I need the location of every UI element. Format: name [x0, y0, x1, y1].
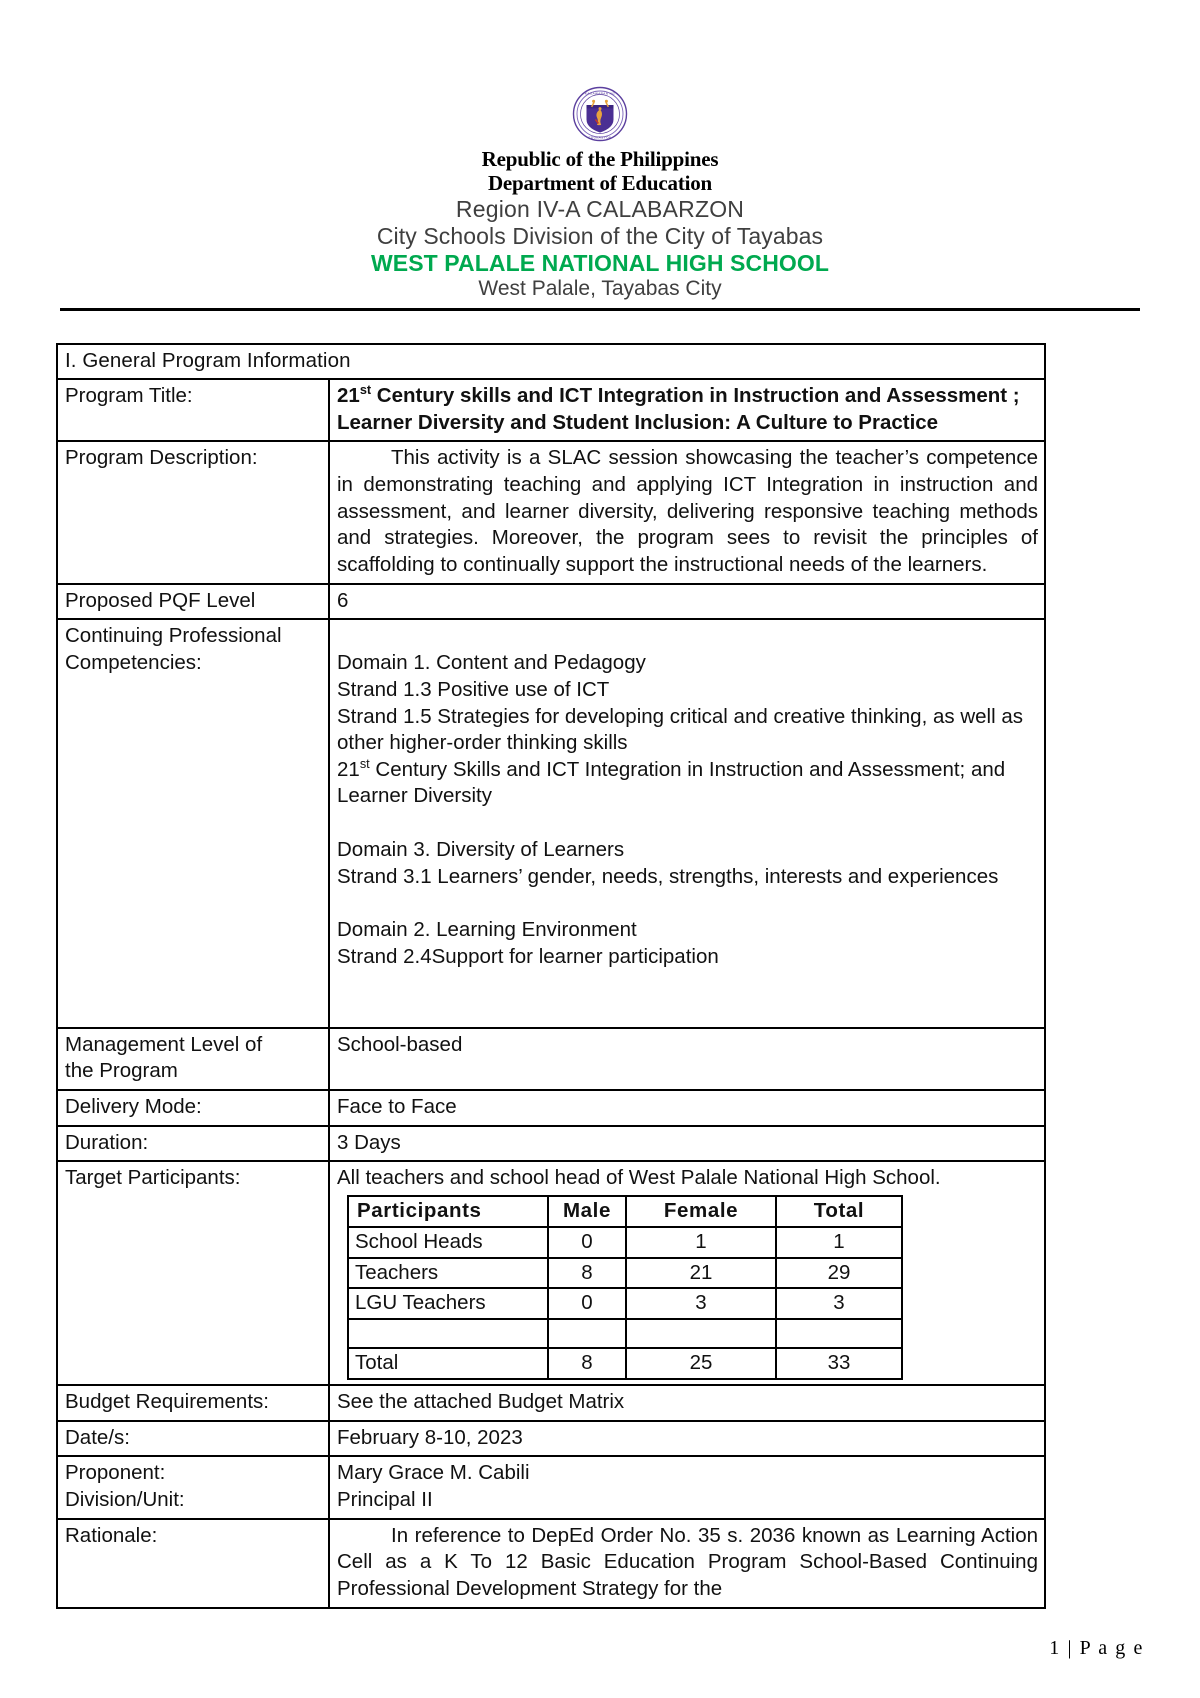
competencies-domain-1: Domain 1. Content and Pedagogy: [337, 651, 646, 675]
table-row-program-title: [57, 379, 1045, 441]
competencies-strand-1-3: Strand 1.3 Positive use of ICT: [337, 677, 610, 701]
competencies-block-2: [337, 837, 1038, 890]
program-description-label: Program Description:: [57, 441, 329, 583]
competencies-block-1: [337, 650, 1038, 810]
program-title-value-post: Century skills and ICT Integration in Instruction and Assessment ; Learner Diversity and Student Inclusion: A Culture to Practice: [337, 384, 1020, 434]
competencies-domain-2: Domain 2. Learning Environment: [337, 918, 637, 942]
participants-row-female: 3: [626, 1288, 776, 1319]
letterhead-address: West Palale, Tayabas City: [478, 276, 722, 300]
table-row-pqf-level: [57, 584, 1045, 620]
letterhead-division: City Schools Division of the City of Tayabas: [376, 223, 824, 250]
dates-label: Date/s:: [57, 1421, 329, 1457]
competencies-strand-2-4: Strand 2.4Support for learner participation: [337, 945, 719, 969]
page-footer: 1 | P a g e: [1049, 1637, 1144, 1659]
participants-row-total: [776, 1319, 902, 1348]
budget-requirements-label: Budget Requirements:: [57, 1385, 329, 1421]
competencies-label: [57, 619, 329, 1027]
competencies-spacer-2: [337, 890, 1038, 917]
competencies-top-spacer: [337, 623, 1038, 650]
pqf-level-value: 6: [329, 584, 1045, 620]
competencies-strand-3-1: Strand 3.1 Learners’ gender, needs, strengths, interests and experiences: [337, 864, 999, 888]
rationale-label: Rationale:: [57, 1519, 329, 1608]
competencies-extra-pre: 21: [337, 757, 360, 781]
participants-row-name: School Heads: [348, 1227, 548, 1258]
participants-row-total: 29: [776, 1258, 902, 1289]
table-row-budget-requirements: [57, 1385, 1045, 1421]
delivery-mode-label: Delivery Mode:: [57, 1090, 329, 1126]
competencies-block-3: [337, 917, 1038, 970]
delivery-mode-value: Face to Face: [329, 1090, 1045, 1126]
management-level-label-line1: Management Level of: [65, 1032, 263, 1056]
competencies-bottom-spacer: [337, 971, 1038, 1023]
competencies-extra-post: Century Skills and ICT Integration in Instruction and Assessment; and Learner Diversity: [337, 757, 1006, 808]
management-level-value: School-based: [329, 1028, 1045, 1090]
letterhead-divider: [60, 308, 1140, 311]
table-row-management-level: [57, 1028, 1045, 1090]
table-row: [348, 1258, 902, 1289]
competencies-label-line2: Competencies:: [65, 650, 202, 674]
participants-breakdown-table: [347, 1195, 903, 1380]
dates-value: February 8-10, 2023: [329, 1421, 1045, 1457]
participants-header-row: [348, 1196, 902, 1227]
participants-row-name: LGU Teachers: [348, 1288, 548, 1319]
table-row-section-heading: [57, 344, 1045, 380]
rationale-value: In reference to DepEd Order No. 35 s. 2036 known as Learning Action Cell as a K To 12 Basic Education Program School-Based Continuing Professional Development Strategy for the: [329, 1519, 1045, 1608]
participants-total-female: 25: [626, 1348, 776, 1379]
participants-row-total: 1: [776, 1227, 902, 1258]
competencies-domain-3: Domain 3. Diversity of Learners: [337, 838, 625, 862]
competencies-value: [329, 619, 1045, 1027]
proponent-value: [329, 1456, 1045, 1518]
proponent-label: [57, 1456, 329, 1518]
letterhead-school-name: WEST PALALE NATIONAL HIGH SCHOOL: [370, 250, 830, 276]
letterhead-region: Region IV-A CALABARZON: [455, 196, 745, 223]
participants-total-row: [348, 1348, 902, 1379]
table-row-duration: [57, 1126, 1045, 1162]
participants-row-total: 3: [776, 1288, 902, 1319]
program-title-label: Program Title:: [57, 379, 329, 441]
management-level-label-line2: the Program: [65, 1059, 178, 1083]
proponent-name: Mary Grace M. Cabili: [337, 1461, 530, 1485]
table-row-competencies: [57, 619, 1045, 1027]
duration-value: 3 Days: [329, 1126, 1045, 1162]
participants-row-female: [626, 1319, 776, 1348]
deped-seal-icon: [572, 86, 628, 142]
program-title-value-pre: 21: [337, 384, 360, 408]
participants-col-header-total: Total: [776, 1196, 902, 1227]
table-row-dates: [57, 1421, 1045, 1457]
participants-row-male: 0: [548, 1288, 626, 1319]
letterhead-republic: Republic of the Philippines: [481, 147, 719, 171]
participants-total-total: 33: [776, 1348, 902, 1379]
section-heading: I. General Program Information: [57, 344, 1045, 380]
svg-text:KAGAWARAN NG: KAGAWARAN NG: [584, 91, 616, 96]
letterhead: [0, 0, 1200, 311]
participants-col-header-male: Male: [548, 1196, 626, 1227]
general-program-information-table: [56, 343, 1046, 1609]
participants-row-male: [548, 1319, 626, 1348]
table-row-program-description: [57, 441, 1045, 583]
program-title-value: [329, 379, 1045, 441]
participants-row-name: Teachers: [348, 1258, 548, 1289]
participants-row-male: 8: [548, 1258, 626, 1289]
participants-col-header-name: Participants: [348, 1196, 548, 1227]
management-level-label: [57, 1028, 329, 1090]
pqf-level-label: Proposed PQF Level: [57, 584, 329, 620]
table-row: [348, 1288, 902, 1319]
participants-row-female: 1: [626, 1227, 776, 1258]
competencies-spacer-1: [337, 810, 1038, 837]
target-participants-intro: All teachers and school head of West Palale National High School.: [337, 1166, 941, 1190]
participants-row-female: 21: [626, 1258, 776, 1289]
table-row-rationale: [57, 1519, 1045, 1608]
participants-total-male: 8: [548, 1348, 626, 1379]
competencies-label-line1: Continuing Professional: [65, 624, 282, 648]
competencies-extra-sup: st: [359, 756, 370, 771]
target-participants-label: Target Participants:: [57, 1161, 329, 1385]
table-row-delivery-mode: [57, 1090, 1045, 1126]
duration-label: Duration:: [57, 1126, 329, 1162]
participants-row-male: 0: [548, 1227, 626, 1258]
table-row: [348, 1227, 902, 1258]
participants-col-header-female: Female: [626, 1196, 776, 1227]
program-title-value-sup: st: [359, 382, 372, 398]
proponent-position: Principal II: [337, 1487, 433, 1511]
competencies-extra-21st: [337, 757, 1038, 810]
svg-text:EDUKASYON: EDUKASYON: [588, 135, 612, 140]
participants-row-name: [348, 1319, 548, 1348]
table-row-empty: [348, 1319, 902, 1348]
budget-requirements-value: See the attached Budget Matrix: [329, 1385, 1045, 1421]
division-unit-label: Division/Unit:: [65, 1487, 185, 1511]
table-row-target-participants: [57, 1161, 1045, 1385]
target-participants-value: [329, 1161, 1045, 1385]
table-row-proponent: [57, 1456, 1045, 1518]
program-description-value: This activity is a SLAC session showcasing the teacher’s competence in demonstrating teaching and applying ICT Integration in instruction and assessment, and learner diversity, delivering responsive teaching methods and strategies. Moreover, the program sees to revisit the principles of scaffolding to continually support the instructional needs of the learners.: [329, 441, 1045, 583]
letterhead-department: Department of Education: [487, 170, 713, 195]
participants-total-label: Total: [348, 1348, 548, 1379]
proponent-label-line1: Proponent:: [65, 1461, 166, 1485]
competencies-strand-1-5: Strand 1.5 Strategies for developing critical and creative thinking, as well as other higher-order thinking skills: [337, 704, 1023, 755]
